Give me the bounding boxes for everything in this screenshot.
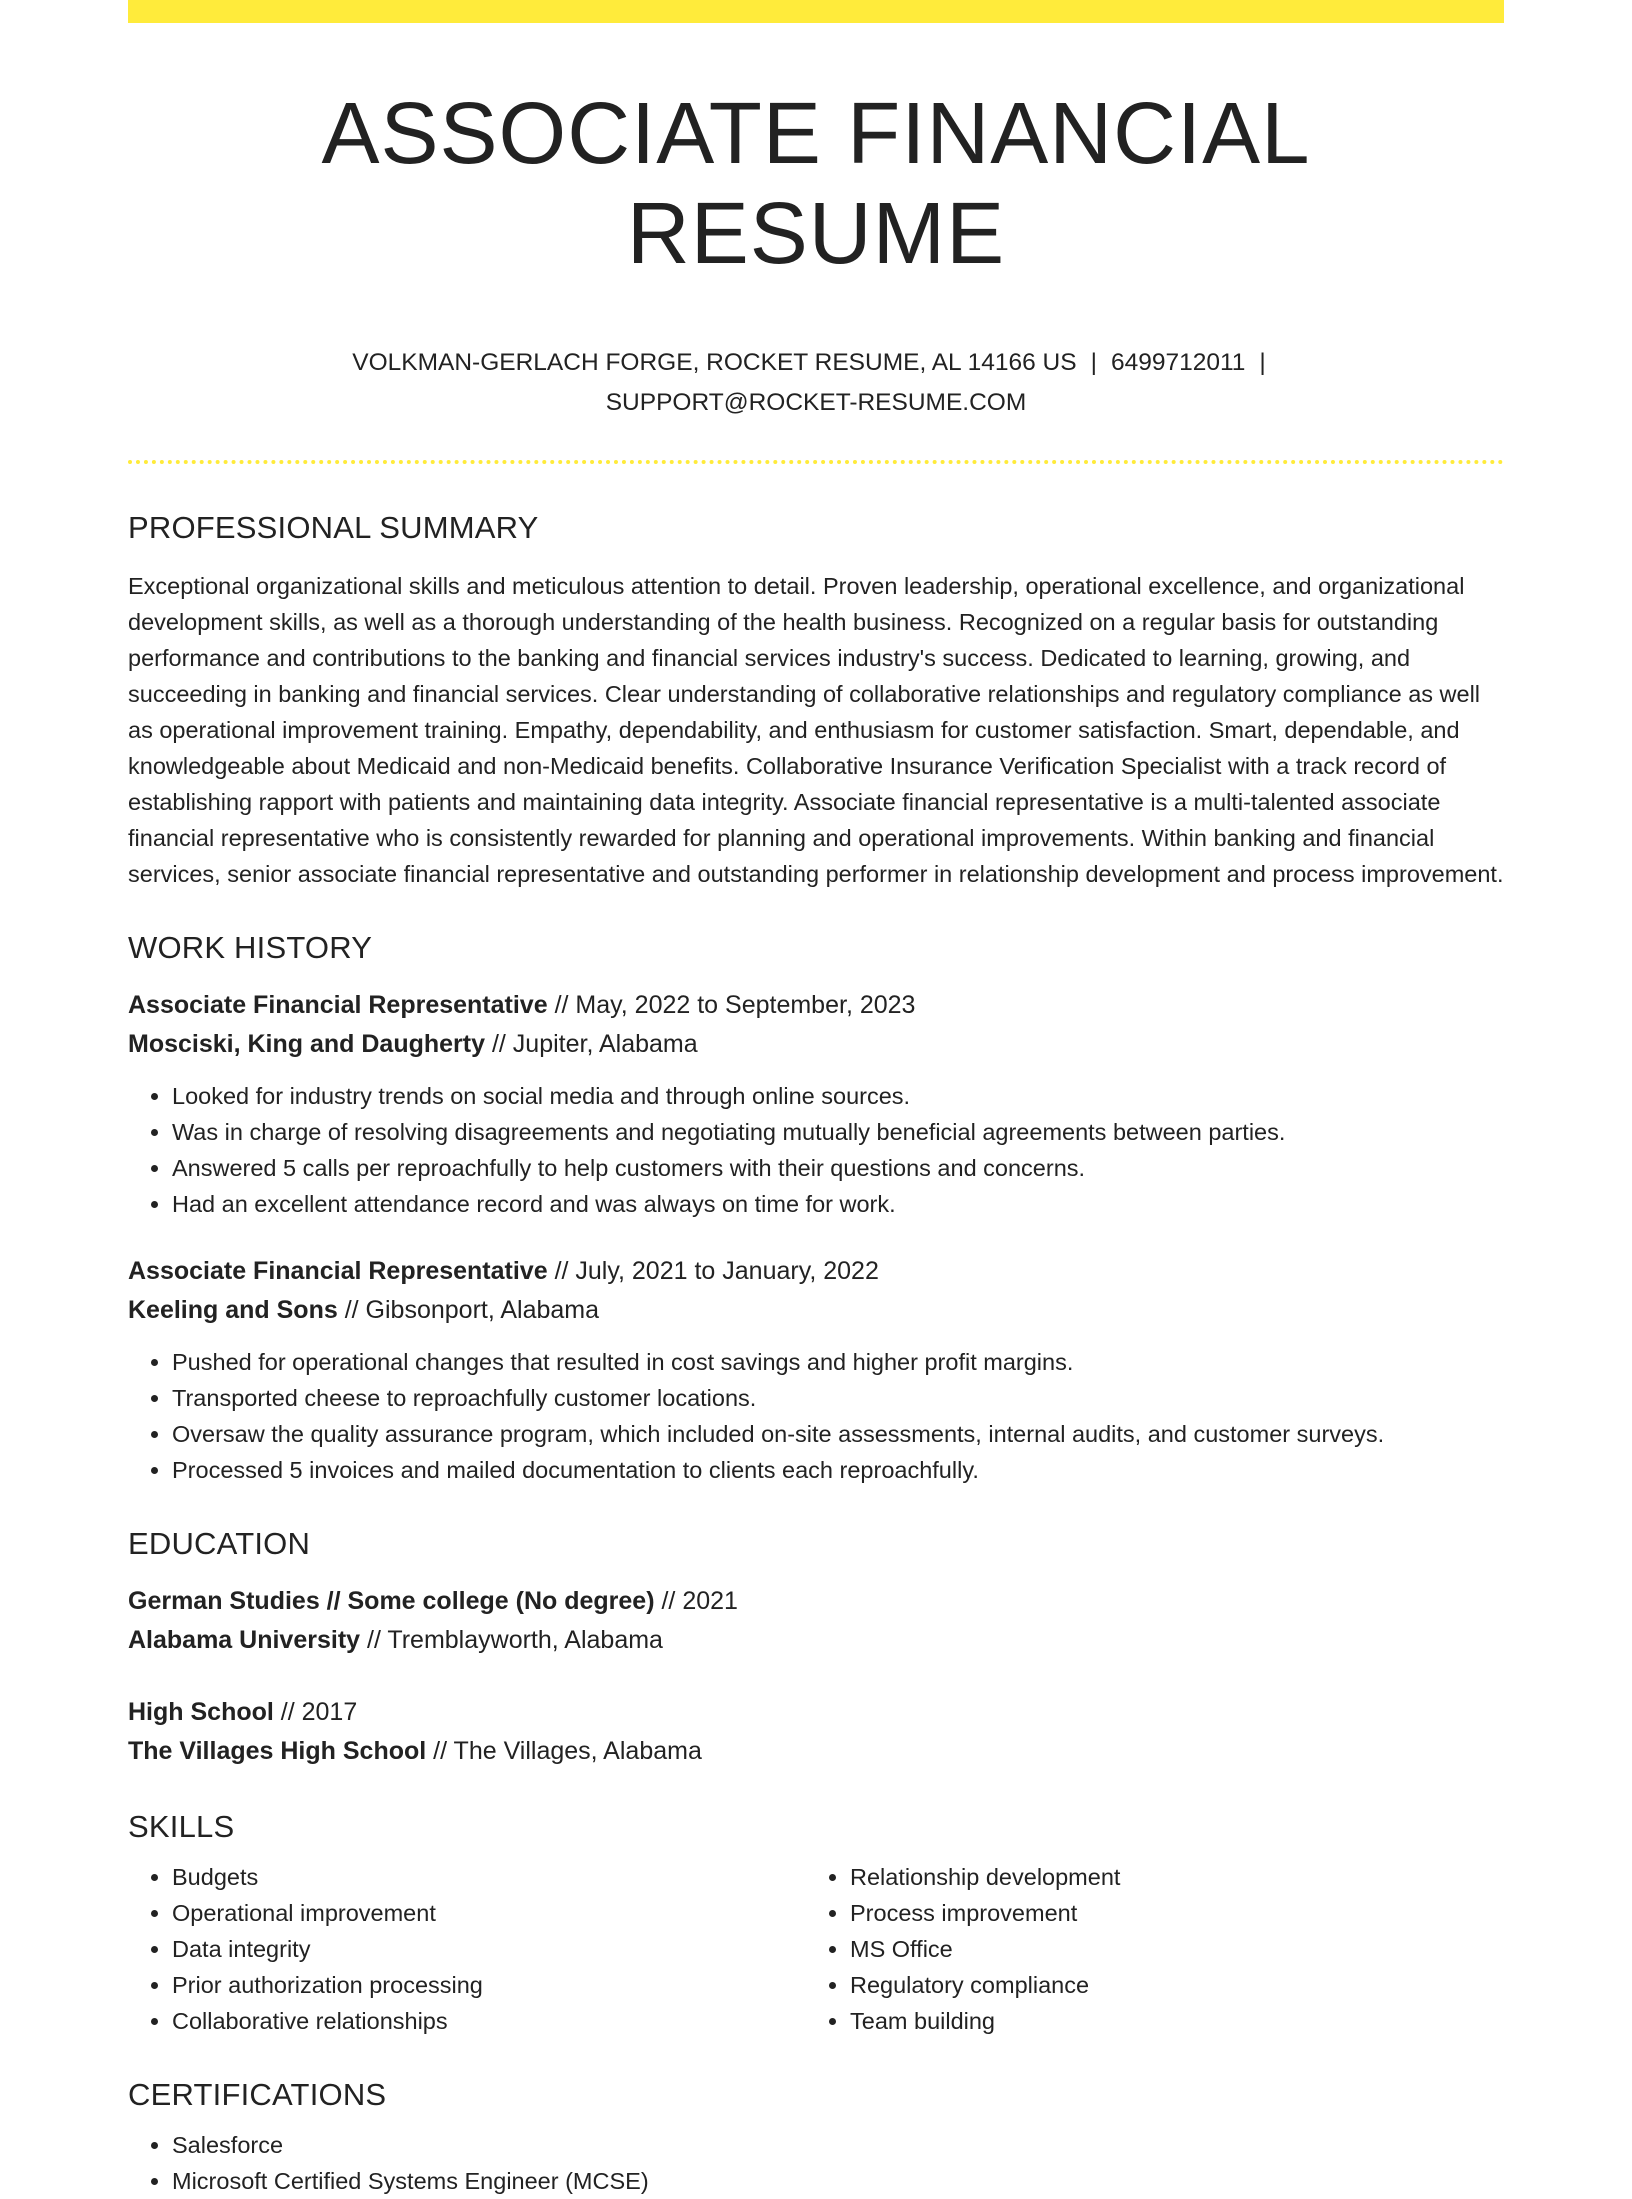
contact-separator: | [1259, 349, 1266, 377]
skill-item: • Collaborative relationships [172, 2003, 806, 2039]
job-title-line [128, 986, 1504, 1025]
header-divider [128, 460, 1504, 464]
job-location: // Jupiter, Alabama [485, 1030, 698, 1059]
education-degree-line [128, 1582, 1504, 1621]
resume-page [128, 0, 1504, 2199]
job-company: Mosciski, King and Daugherty [128, 1030, 486, 1059]
education-school: Alabama University [128, 1626, 361, 1655]
job-dates: // July, 2021 to January, 2022 [547, 1257, 879, 1286]
list-item: • Pushed for operational changes that resulted in cost savings and higher profit margins. [172, 1344, 1504, 1380]
education-school: The Villages High School [128, 1737, 427, 1766]
education-degree-line [128, 1693, 1504, 1732]
skills-column-right [806, 1859, 1484, 2039]
contact-address: VOLKMAN-GERLACH FORGE, ROCKET RESUME, AL 14166 US [352, 349, 1077, 377]
list-item: • Oversaw the quality assurance program, which included on-site assessments, internal audits, and customer surveys. [172, 1416, 1504, 1452]
certifications-list [128, 2127, 1504, 2199]
education-heading: EDUCATION [128, 1526, 311, 1562]
job-company: Keeling and Sons [128, 1296, 338, 1325]
skill-item: • Operational improvement [172, 1895, 806, 1931]
summary-text: Exceptional organizational skills and meticulous attention to detail. Proven leadership, operational excellence, and organizational development skills, as well as a thorough understanding of the health business. Recognized on a regular basis for outstanding performance and contributions to the banking and financial services industry's success. Dedicated to learning, growing, and succeeding in banking and financial services. Clear understanding of collaborative relationships and regulatory compliance as well as operational improvement training. Empathy, dependability, and enthusiasm for customer satisfaction. Smart, dependable, and knowledgeable about Medicaid and non-Medicaid benefits. Collaborative Insurance Verification Specialist with a track record of establishing rapport with patients and maintaining data integrity. Associate financial representative is a multi-talented associate financial representative who is consistently rewarded for planning and operational improvements. Within banking and financial services, senior associate financial representative and outstanding performer in relationship development and process improvement. [128, 573, 1504, 888]
work-history-heading: WORK HISTORY [128, 930, 373, 966]
list-item: • Transported cheese to reproachfully customer locations. [172, 1380, 1504, 1416]
education-entry [128, 1582, 1504, 1660]
job-title: Associate Financial Representative [128, 991, 548, 1020]
list-item: • Answered 5 calls per reproachfully to help customers with their questions and concerns. [172, 1150, 1504, 1186]
job-location: // Gibsonport, Alabama [337, 1296, 600, 1325]
skills-column-left [128, 1859, 806, 2039]
education-location: // Tremblayworth, Alabama [360, 1626, 663, 1655]
education-year: // 2021 [654, 1587, 738, 1616]
list-item: • Had an excellent attendance record and was always on time for work. [172, 1186, 1504, 1222]
skill-item: • Data integrity [172, 1931, 806, 1967]
contact-separator: | [1090, 349, 1097, 377]
education-year: // 2017 [273, 1698, 358, 1727]
job-entry [128, 986, 1504, 1222]
skill-item: • MS Office [850, 1931, 1484, 1967]
skill-item: • Process improvement [850, 1895, 1484, 1931]
job-dates: // May, 2022 to September, 2023 [547, 991, 916, 1020]
top-accent-bar [128, 0, 1504, 23]
education-entry [128, 1693, 1504, 1771]
skill-item: • Budgets [172, 1859, 806, 1895]
job-company-line [128, 1291, 1504, 1330]
contact-line-1 [128, 343, 1504, 383]
education-school-line [128, 1621, 1504, 1660]
education-degree: High School [128, 1698, 274, 1727]
job-bullets [128, 1344, 1504, 1488]
job-title: Associate Financial Representative [128, 1257, 548, 1286]
summary-heading: PROFESSIONAL SUMMARY [128, 510, 539, 546]
contact-line-2 [128, 383, 1504, 423]
job-bullets [128, 1078, 1504, 1222]
skill-item: • Prior authorization processing [172, 1967, 806, 2003]
education-location: // The Villages, Alabama [426, 1737, 702, 1766]
skill-item: • Relationship development [850, 1859, 1484, 1895]
contact-email: SUPPORT@ROCKET-RESUME.COM [605, 389, 1027, 417]
skills-heading: SKILLS [128, 1809, 235, 1845]
contact-info [128, 343, 1504, 423]
contact-phone: 6499712011 [1110, 349, 1246, 377]
list-item: • Was in charge of resolving disagreements and negotiating mutually beneficial agreements between parties. [172, 1114, 1504, 1150]
job-title-line [128, 1252, 1504, 1291]
certification-item: • Salesforce [172, 2127, 1504, 2163]
job-company-line [128, 1025, 1504, 1064]
list-item: • Looked for industry trends on social media and through online sources. [172, 1078, 1504, 1114]
page-title: ASSOCIATE FINANCIAL RESUME [321, 85, 1311, 283]
list-item: • Processed 5 invoices and mailed documentation to clients each reproachfully. [172, 1452, 1504, 1488]
certifications-heading: CERTIFICATIONS [128, 2077, 387, 2113]
skill-item: • Team building [850, 2003, 1484, 2039]
skill-item: • Regulatory compliance [850, 1967, 1484, 2003]
education-degree: German Studies // Some college (No degree) [128, 1587, 655, 1616]
job-entry [128, 1252, 1504, 1488]
education-school-line [128, 1732, 1504, 1771]
skills-grid [128, 1859, 1504, 2039]
certification-item: • Microsoft Certified Systems Engineer (MCSE) [172, 2163, 1504, 2199]
